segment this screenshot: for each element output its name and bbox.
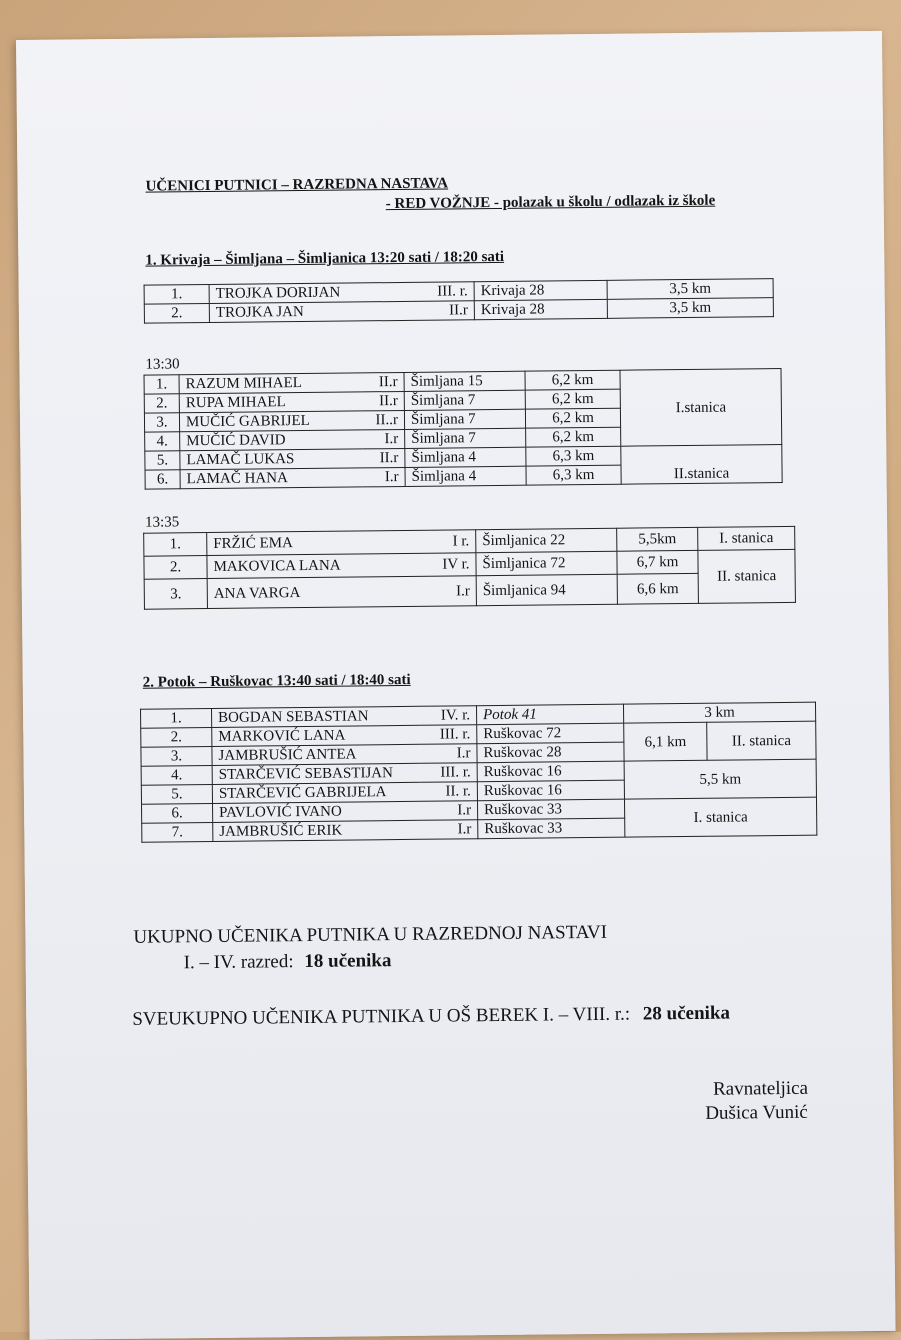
station-cell-b: II. stanica	[698, 549, 796, 603]
time-label-1335: 13:35	[144, 514, 180, 531]
table-row: 1. BOGDAN SEBASTIAN IV. r. Potok 41 3 km	[141, 702, 816, 728]
document-page	[16, 31, 896, 1340]
station-cell-b: II.stanica	[621, 445, 782, 485]
time-label-1330: 13:30	[145, 356, 180, 373]
table-row: 5. STARČEVIĆ GABRIJELA II. r. Ruškovac 16	[141, 778, 816, 804]
route1-table3	[143, 526, 796, 610]
table-row: 3. ANA VARGA I.r Šimljanica 94 6,6 km	[144, 572, 795, 609]
station-cell-b: II. stanica	[707, 721, 816, 760]
signature-role: Ravnateljica	[712, 1077, 809, 1100]
table-row: 5. LAMAČ LUKAS II.r Šimljana 4 6,3 km II.stanica	[145, 445, 782, 471]
summary-line2-label: I. – IV. razred:	[183, 951, 294, 974]
document-subtitle: - RED VOŽNJE - polazak u školu / odlazak iz škole	[385, 192, 716, 213]
station-cell-a: I. stanica	[698, 526, 795, 550]
route1-table2	[144, 368, 783, 490]
summary-line3	[132, 1003, 730, 1031]
distance-cell-a: 3 km	[623, 702, 815, 723]
route1-table1	[144, 278, 774, 324]
summary-line1: UKUPNO UČENIKA PUTNIKA U RAZREDNOJ NASTAVI	[133, 921, 608, 948]
table-row: 7. JAMBRUŠIĆ ERIK I.r Ruškovac 33	[142, 816, 817, 842]
route2-heading: 2. Potok – Ruškovac 13:40 sati / 18:40 sati	[142, 671, 411, 691]
table-row: 2. MARKOVIĆ LANA III. r. Ruškovac 72 6,1 km II. stanica	[141, 721, 816, 747]
table-row: 2. TROJKA JAN II.r Krivaja 28 3,5 km	[144, 298, 773, 324]
summary-line3-value: 28 učenika	[642, 1002, 731, 1025]
table-row: 1. RAZUM MIHAEL II.r Šimljana 15 6,2 km I.stanica	[144, 369, 781, 395]
route2-table	[140, 702, 817, 843]
summary-line2	[184, 950, 392, 974]
station-cell-a: I.stanica	[620, 369, 782, 447]
document-title: UČENICI PUTNICI – RAZREDNA NASTAVA	[145, 175, 449, 195]
signature-name: Dušica Vunić	[705, 1101, 808, 1124]
table-row: 4. STARČEVIĆ SEBASTIJAN III. r. Ruškovac 16 5,5 km	[141, 759, 816, 785]
table-row: 3. MUČIĆ GABRIJEL II..r Šimljana 7 6,2 km	[144, 407, 781, 433]
table-row: 1. FRŽIĆ EMA I r. Šimljanica 22 5,5km I. stanica	[144, 526, 795, 556]
table-row: 3. JAMBRUŠIĆ ANTEA I.r Ruškovac 28	[141, 740, 816, 766]
table-row: 2. RUPA MIHAEL II.r Šimljana 7 6,2 km	[144, 388, 781, 414]
table-row: 1. TROJKA DORIJAN III. r. Krivaja 28 3,5 km	[144, 279, 773, 305]
route1-heading: 1. Krivaja – Šimljana – Šimljanica 13:20 sati / 18:20 sati	[145, 248, 505, 269]
table-row: 6. LAMAČ HANA I.r Šimljana 4 6,3 km	[145, 464, 782, 490]
table-row: 2. MAKOVICA LANA IV r. Šimljanica 72 6,7 km II. stanica	[144, 549, 795, 579]
distance-cell-b: 6,1 km	[624, 722, 707, 761]
distance-cell-c: 5,5 km	[624, 759, 816, 799]
table-row: 4. MUČIĆ DAVID I.r Šimljana 7 6,2 km	[145, 426, 782, 452]
station-cell-c: I. stanica	[624, 797, 816, 837]
summary-line3-label: SVEUKUPNO UČENIKA PUTNIKA U OŠ BEREK I. – VIII. r.:	[132, 1003, 631, 1030]
summary-line2-value: 18 učenika	[304, 950, 392, 973]
table-row: 6. PAVLOVIĆ IVANO I.r Ruškovac 33 I. stanica	[142, 797, 817, 823]
